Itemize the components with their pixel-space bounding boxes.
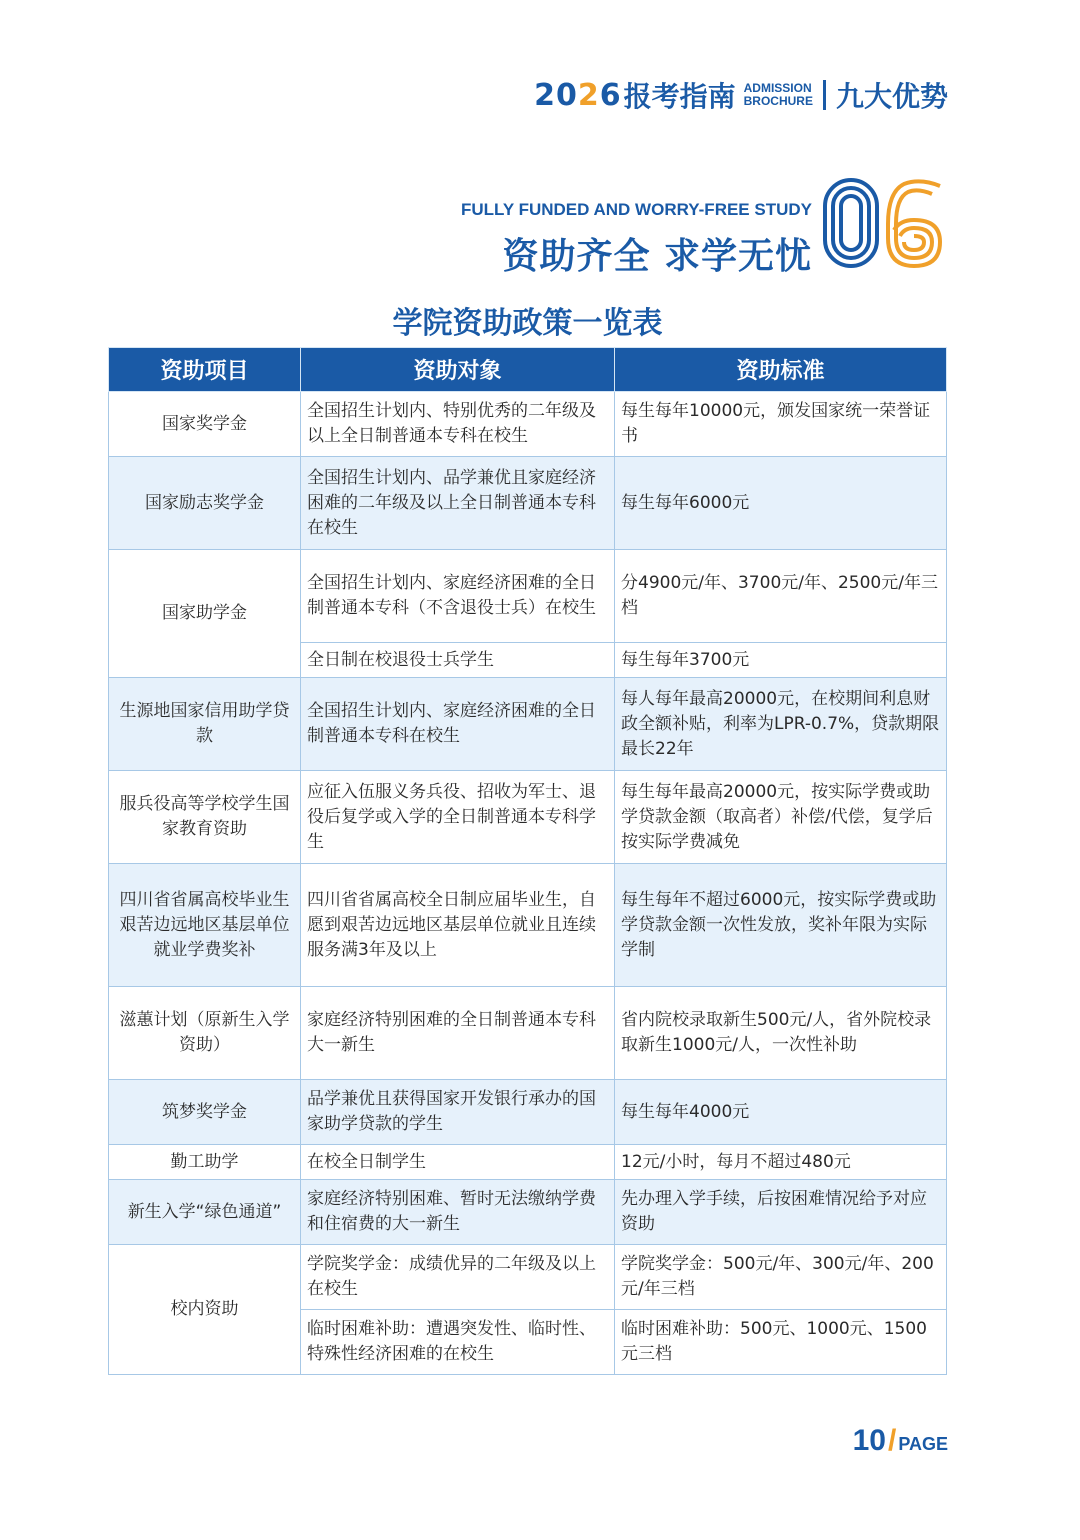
table-row [109,1245,947,1310]
cell-standard: 每生每年不超过6000元，按实际学费或助学贷款金额一次性发放，奖补年限为实际学制 [615,864,947,987]
page-number-slash: / [887,1424,897,1457]
cell-standard: 12元/小时，每月不超过480元 [615,1145,947,1180]
header-divider [823,80,826,110]
cell-item: 国家奖学金 [109,392,301,457]
year-digits-1: 20 [534,77,578,113]
cell-target: 全国招生计划内、特别优秀的二年级及以上全日制普通本专科在校生 [301,392,615,457]
cell-standard: 临时困难补助：500元、1000元、1500元三档 [615,1310,947,1375]
cell-item: 国家励志奖学金 [109,457,301,550]
cell-item: 勤工助学 [109,1145,301,1180]
section-title-zh: 资助齐全 求学无忧 [502,236,812,277]
cell-standard: 分4900元/年、3700元/年、2500元/年三档 [615,550,947,643]
cell-target: 全日制在校退役士兵学生 [301,643,615,678]
table-row [109,550,947,643]
cell-standard: 每生每年6000元 [615,457,947,550]
year-digits-2: 6 [599,77,622,113]
cell-item: 生源地国家信用助学贷款 [109,678,301,771]
cell-standard: 学院奖学金：500元/年、300元/年、200元/年三档 [615,1245,947,1310]
cell-target: 应征入伍服义务兵役、招收为军士、退役后复学或入学的全日制普通本专科学生 [301,771,615,864]
section-number-first [825,180,877,266]
admission-line-1: ADMISSION [743,81,812,95]
year-label [534,78,622,113]
column-header-standard: 资助标准 [615,348,947,392]
cell-standard: 每生每年4000元 [615,1080,947,1145]
admission-brochure-label [744,82,813,108]
cell-standard: 每人每年最高20000元，在校期间利息财政全额补贴，利率为LPR-0.7%，贷款期限最长22年 [615,678,947,771]
cell-item: 滋蕙计划（原新生入学资助） [109,987,301,1080]
table-title: 学院资助政策一览表 [392,306,663,341]
funding-policy-table [108,347,947,1375]
section-title-en: FULLY FUNDED AND WORRY-FREE STUDY [460,200,812,219]
cell-item: 筑梦奖学金 [109,1080,301,1145]
cell-standard: 省内院校录取新生500元/人，省外院校录取新生1000元/人，一次性补助 [615,987,947,1080]
table-row [109,678,947,771]
table-row [109,987,947,1080]
guide-title: 报考指南 [623,80,736,113]
table-row [109,1145,947,1180]
advantages-label: 九大优势 [835,80,948,113]
cell-item: 新生入学“绿色通道” [109,1180,301,1245]
cell-item: 校内资助 [109,1245,301,1375]
cell-target: 全国招生计划内、家庭经济困难的全日制普通本专科（不含退役士兵）在校生 [301,550,615,643]
cell-item: 服兵役高等学校学生国家教育资助 [109,771,301,864]
page-label: PAGE [898,1434,948,1454]
brochure-header [0,72,948,118]
cell-target: 家庭经济特别困难、暂时无法缴纳学费和住宿费的大一新生 [301,1180,615,1245]
cell-standard: 每生每年3700元 [615,643,947,678]
cell-item: 四川省省属高校毕业生艰苦边远地区基层单位就业学费奖补 [109,864,301,987]
cell-target: 四川省省属高校全日制应届毕业生，自愿到艰苦边远地区基层单位就业且连续服务满3年及以上 [301,864,615,987]
table-row [109,392,947,457]
cell-target: 品学兼优且获得国家开发银行承办的国家助学贷款的学生 [301,1080,615,1145]
section-number-second [888,181,940,266]
table-header-row [109,348,947,392]
column-header-item: 资助项目 [109,348,301,392]
table-row [109,457,947,550]
column-header-target: 资助对象 [301,348,615,392]
page-number-value: 10 [852,1424,886,1457]
cell-target: 家庭经济特别困难的全日制普通本专科大一新生 [301,987,615,1080]
cell-standard: 每生每年最高20000元，按实际学费或助学贷款金额（取高者）补偿/代偿，复学后按实际学费减免 [615,771,947,864]
table-row [109,864,947,987]
page-number [853,1424,948,1458]
cell-target: 临时困难补助：遭遇突发性、临时性、特殊性经济困难的在校生 [301,1310,615,1375]
cell-target: 全国招生计划内、品学兼优且家庭经济困难的二年级及以上全日制普通本专科在校生 [301,457,615,550]
cell-standard: 每生每年10000元，颁发国家统一荣誉证书 [615,392,947,457]
section-number-graphic [820,176,950,272]
cell-standard: 先办理入学手续，后按困难情况给予对应资助 [615,1180,947,1245]
cell-target: 全国招生计划内、家庭经济困难的全日制普通本专科在校生 [301,678,615,771]
table-row [109,771,947,864]
table-row [109,1180,947,1245]
year-digit-accent: 2 [577,77,600,113]
cell-target: 在校全日制学生 [301,1145,615,1180]
table-row [109,1080,947,1145]
cell-target: 学院奖学金：成绩优异的二年级及以上在校生 [301,1245,615,1310]
admission-line-2: BROCHURE [743,94,813,108]
cell-item: 国家助学金 [109,550,301,678]
